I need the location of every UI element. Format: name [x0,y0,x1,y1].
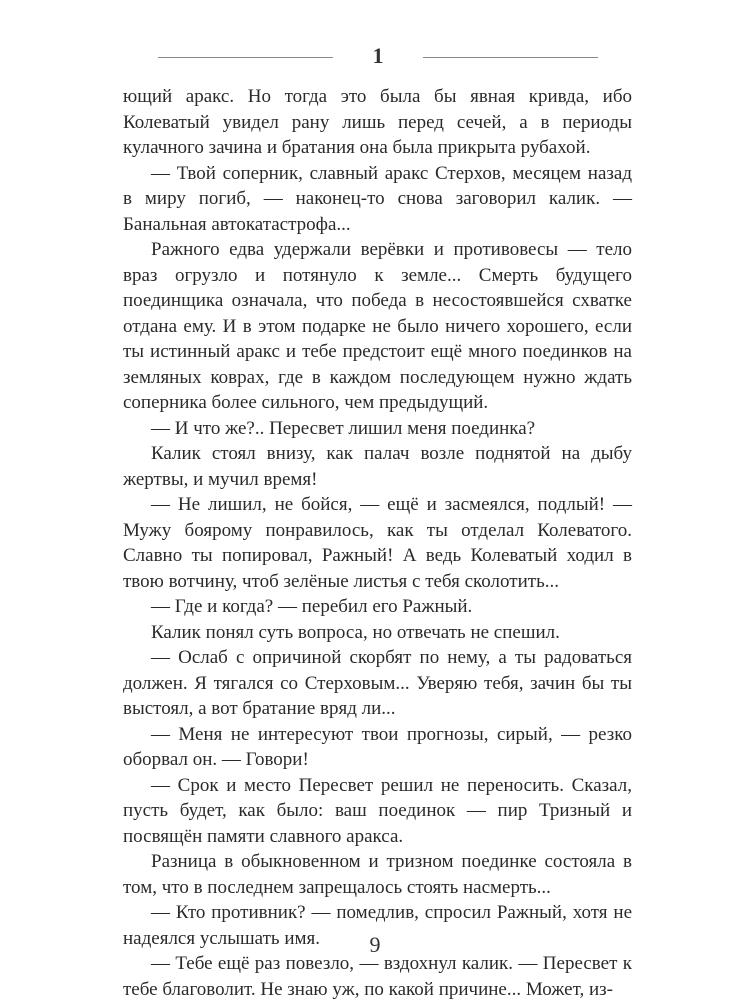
page-number: 9 [369,932,381,957]
paragraph: — Твой соперник, славный аракс Стерхов, месяцем назад в миру погиб, — наконец-то снова заговорил калик. — Банальная автокатастрофа... [123,162,632,235]
paragraph: — Тебе ещё раз повезло, — вздохнул калик. — Пересвет к тебе благоволит. Не знаю уж, по какой причине... Может, из- [123,953,632,1000]
paragraph: ющий аракс. Но тогда это была бы явная кривда, ибо Колеватый увидел рану лишь перед сечей, а в периоды кулачного зачина и братания она была прикрыта рубахой. [123,86,632,158]
paragraph: Ражного едва удержали верёвки и противовесы — тело враз огрузло и потянуло к земле... Смерть будущего поединщика означала, что победа в несостоявшейся схватке отдана ему. И в этом подарке не было ничего хорошего, если ты истинный аракс и тебе предстоит ещё много поединков на земляных коврах, где в каждом последующем нужно ждать соперника более сильного, чем предыдущий. [123,239,632,413]
paragraph: Разница в обыкновенном и тризном поединке состояла в том, что в последнем запрещалось стоять насмерть... [123,851,632,898]
paragraph: — Срок и место Пересвет решил не переносить. Сказал, пусть будет, как было: ваш поединок — пир Тризный и посвящён памяти славного аракса. [123,774,632,847]
paragraph: — Не лишил, не бойся, — ещё и засмеялся, подлый! — Мужу боярому понравилось, как ты отделал Колеватого. Славно ты попировал, Ражный! А ведь Колеватый ходил в твою вотчину, чтоб зелёные листья с тебя сколотить... [123,494,632,592]
paragraph: — Ослаб с опричиной скорбят по нему, а ты радоваться должен. Я тягался со Стерховым... Уверяю тебя, зачин бы ты выстоял, а вот братание вряд ли... [123,647,632,719]
body-text [123,84,632,1000]
chapter-header [158,40,598,76]
paragraph: — Где и когда? — перебил его Ражный. [151,596,473,617]
paragraph: — Кто противник? — помедлив, спросил Ражный, хотя не надеялся услышать имя. [123,902,632,949]
paragraph: Калик стоял внизу, как палач возле поднятой на дыбу жертвы, и мучил время! [123,443,632,490]
paragraph: Калик понял суть вопроса, но отвечать не спешил. [151,621,560,643]
paragraph: — Меня не интересуют твои прогнозы, сирый, — резко оборвал он. — Говори! [123,723,632,770]
chapter-number: 1 [372,43,384,68]
header-rule-right [423,57,598,58]
paragraph: — И что же?.. Пересвет лишил меня поединка? [151,417,536,439]
